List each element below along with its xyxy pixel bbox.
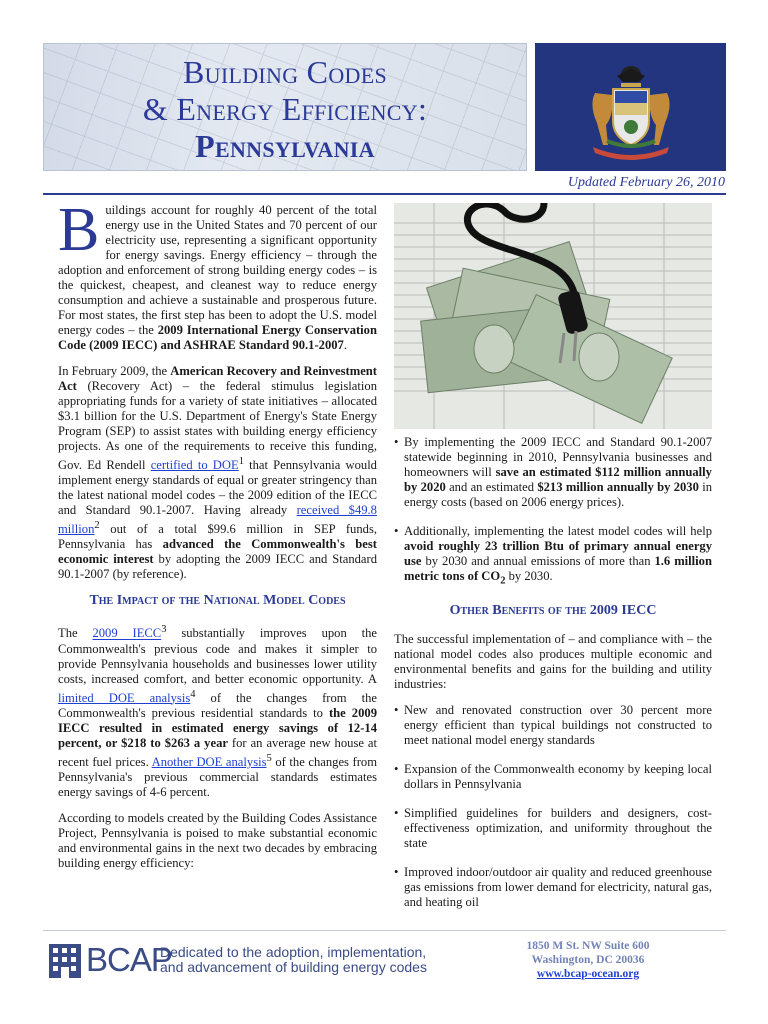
drop-cap: B (58, 196, 100, 264)
updated-date: Updated February 26, 2010 (567, 175, 725, 190)
limited-doe-analysis-link[interactable]: limited DOE analysis (58, 690, 191, 705)
money-and-plug-photo (394, 203, 712, 429)
list-item: • Additionally, implementing the latest model codes will help avoid roughly 23 trillion Btu of primary annual energy use by 2030 and annual emissions of more than 1.6 million metric tons of $CO_2$ by 2030. (394, 524, 712, 589)
coat-of-arms-icon (535, 43, 726, 171)
benefits-list (394, 703, 712, 910)
bcap-address: 1850 M St. NW Suite 600 Washington, DC 20036 www.bcap-ocean.org (526, 940, 650, 980)
money-plug-illustration (394, 203, 712, 429)
footer-divider (43, 930, 726, 931)
pennsylvania-flag (535, 43, 726, 171)
left-column (58, 196, 378, 882)
intro-paragraph: Buildings account for roughly 40 percent of the total energy use in the United States and 70 percent of our electricity use, representing a significant opportunity for energy savings. Energy efficiency – through the adoption and enforcement of strong building energy codes – is the quickest, cheapest, and cleanest way to reduce energy consumption and achieve a sustainable and prosperous future. For most states, the first step has been to adopt the U.S. model energy codes – the 2009 International Energy Conservation Code (2009 IECC) and ASHRAE Standard 90.1-2007. (58, 196, 377, 352)
right-column (394, 435, 712, 924)
another-doe-analysis-link[interactable]: Another DOE analysis (151, 754, 267, 769)
bcap-building-icon (47, 940, 83, 980)
title-banner (43, 43, 527, 171)
list-item: • Expansion of the Commonwealth economy by keeping local dollars in Pennsylvania (394, 762, 712, 792)
received-funds-link[interactable]: received $49.8 million (58, 503, 377, 537)
title-line-1: Building Codes (183, 54, 387, 90)
bcap-logo-text: BCAP (86, 941, 172, 978)
bcap-models-paragraph: According to models created by the Building Codes Assistance Project, Pennsylvania is poised to make substantial economic and environmental gains in the next two decades by embracing building energy efficiency: (58, 810, 377, 870)
list-item: • New and renovated construction over 30 percent more energy efficient than typical buildings not constructed to meet national model energy standards (394, 703, 712, 748)
bcap-website-link[interactable]: www.bcap-ocean.org (536, 968, 640, 980)
other-benefits-intro: The successful implementation of – and compliance with – the national model codes also produces multiple economic and environmental benefits and gains for the building and utility industries: (394, 631, 712, 691)
list-item: • By implementing the 2009 IECC and Standard 90.1-2007 statewide beginning in 2010, Pennsylvania businesses and homeowners will save an estimated $112 million annually by 2020 and an estimated $213 million annually by 2030 in energy costs (based on 2006 energy prices). (394, 435, 712, 510)
iecc-2009-link[interactable]: 2009 IECC (92, 626, 162, 641)
certified-to-doe-link[interactable]: certified to DOE (150, 458, 239, 473)
title-line-3: Pennsylvania (195, 128, 375, 164)
page-title (44, 54, 526, 165)
other-benefits-heading: Other Benefits of the 2009 IECC (449, 602, 657, 618)
title-line-2: & Energy Efficiency: (142, 91, 428, 127)
list-item: • Simplified guidelines for builders and designers, cost-effectiveness optimization, and uniformity throughout the state (394, 806, 712, 851)
impact-paragraph: The 2009 IECC$^3$ substantially improves upon the Commonwealth's previous code and makes it simpler to provide Pennsylvania households and businesses lower utility costs, increased comfort, and better economic opportunity. A limited DOE analysis$^4$ of the changes from the Commonwealth's previous residential standards to the 2009 IECC resulted in estimated energy savings of 12-14 percent, or $218 to $263 a year for an average new house at recent fuel prices. Another DOE analysis$^5$ of the changes from Pennsylvania's previous commercial standards estimates energy savings of 4-6 percent. (58, 624, 378, 799)
header-rule (43, 193, 726, 195)
recovery-act-paragraph: In February 2009, the American Recovery and Reinvestment Act (Recovery Act) – the federal stimulus legislation appropriating funds for a variety of state initiatives – allocated $3.1 billion for the U.S. Department of Energy's State Energy Program (SEP) to assist states with building energy efficiency projects. As one of the requirements to receive this funding, Gov. Ed Rendell certified to DOE$^1$ that Pennsylvania would implement energy standards of equal or greater stringency than the latest national model codes – the 2009 edition of the IECC and Standard 90.1-2007. Having already received $49.8 million$^2$ out of a total $99.6 million in SEP funds, Pennsylvania has advanced the Commonwealth's best economic interest by adopting the 2009 IECC and Standard 90.1-2007 (by reference). (58, 364, 377, 582)
savings-list (394, 435, 712, 589)
list-item: • Improved indoor/outdoor air quality and reduced greenhouse gas emissions from lower demand for electricity, natural gas, and heating oil (394, 865, 712, 910)
impact-heading: The Impact of the National Model Codes (89, 593, 346, 609)
bcap-tagline: Dedicated to the adoption, implementation, and advancement of building energy codes (160, 944, 427, 975)
